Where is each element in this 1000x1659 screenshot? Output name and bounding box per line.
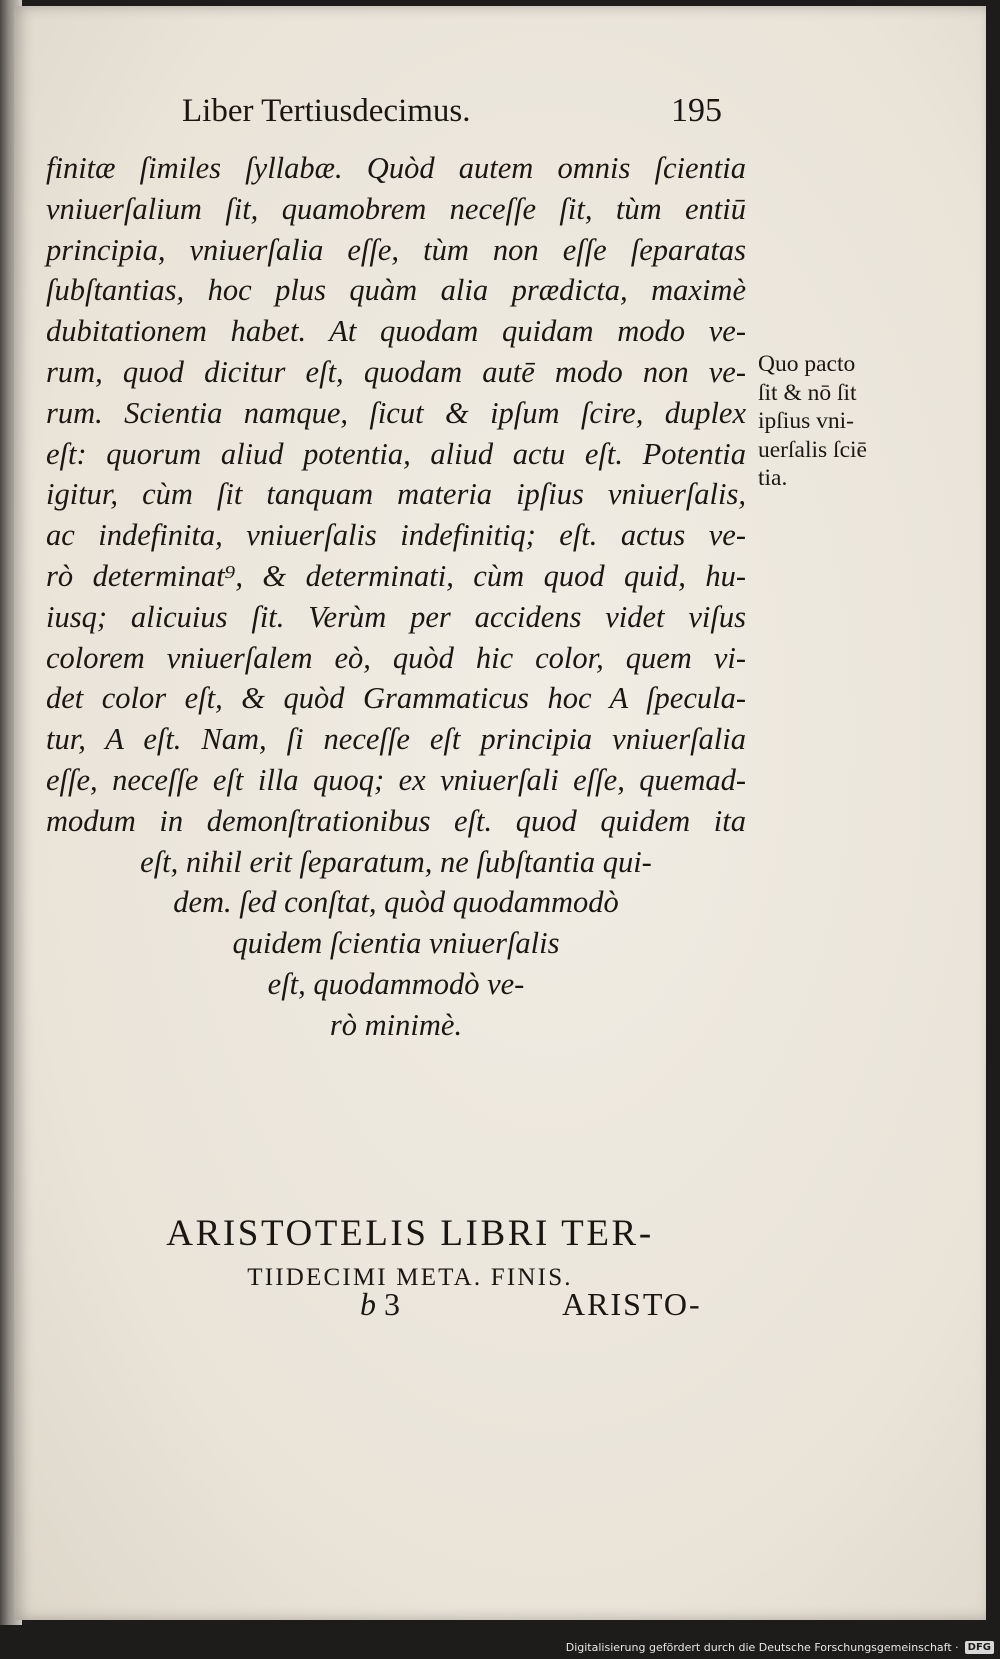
page-number: 195	[671, 92, 722, 129]
running-title: Liber Tertiusdecimus.	[182, 93, 471, 129]
text-line: igitur, cùm ſit tanquam materia ipſius vniuerſalis,	[46, 477, 746, 512]
signature-number: 3	[384, 1286, 400, 1322]
marginal-note-line: ſit & nō ſit	[758, 379, 857, 406]
text-line: eſſe, neceſſe eſt illa quoq; ex vniuerſali eſſe, quemad-	[46, 762, 746, 797]
text-line: iusq; alicuius ſit. Verùm per accidens videt viſus	[46, 599, 746, 634]
dfg-logo: DFG	[965, 1641, 994, 1654]
text-line: eſt: quorum aliud potentia, aliud actu eſt. Potentia	[46, 436, 746, 471]
text-line: quidem ſcientia vniuerſalis	[232, 926, 560, 961]
text-line: ac indefinita, vniuerſalis indefinitiq; eſt. actus ve-	[46, 518, 746, 553]
marginal-note-line: ipſius vni-	[758, 408, 854, 434]
marginal-note-line: Quo pacto	[758, 351, 856, 377]
text-line: colorem vniuerſalem eò, quòd hic color, quem vi-	[46, 640, 746, 675]
running-header	[182, 92, 722, 138]
text-line: modum in demonſtrationibus eſt. quod quidem ita	[46, 803, 746, 838]
text-line: eſt, quodammodò ve-	[267, 966, 525, 1001]
text-line: rò minimè.	[329, 1007, 463, 1042]
colophon-line-1: ARISTOTELIS LIBRI TER-	[166, 1213, 654, 1254]
text-line: principia, vniuerſalia eſſe, tùm non eſſe ſeparatas	[46, 232, 746, 267]
footer-credit: Digitalisierung gefördert durch die Deutsche Forschungsgemeinschaft ·	[565, 1641, 959, 1654]
digitization-footer	[0, 1636, 1000, 1659]
colophon	[60, 1208, 760, 1296]
text-line: det color eſt, & quòd Grammaticus hoc A ſpecula-	[46, 681, 746, 716]
colophon-line-2: TIIDECIMI META. FINIS.	[247, 1264, 573, 1291]
text-line: tur, A eſt. Nam, ſi neceſſe eſt principia vniuerſalia	[46, 722, 746, 757]
signature-mark	[360, 1286, 400, 1323]
marginal-note	[758, 350, 908, 493]
text-line: rum, quod dicitur eſt, quodam autē modo non ve-	[46, 354, 746, 389]
text-line: dem. ſed conſtat, quòd quodammodò	[173, 885, 619, 920]
text-line: dubitationem habet. At quodam quidam modo ve-	[46, 314, 746, 349]
main-text-block	[46, 148, 746, 1046]
text-line: eſt, nihil erit ſeparatum, ne ſubſtantia qui-	[140, 844, 652, 879]
text-line: rum. Scientia namque, ſicut & ipſum ſcire, duplex	[46, 395, 746, 430]
text-line: rò determinat⁹, & determinati, cùm quod quid, hu-	[46, 558, 746, 593]
text-line: finitæ ſimiles ſyllabæ. Quòd autem omnis ſcientia	[46, 151, 746, 185]
catchword: ARISTO-	[562, 1286, 702, 1322]
text-line: vniuerſalium ſit, quamobrem neceſſe ſit, tùm entiū	[46, 191, 746, 226]
signature-letter: b	[360, 1286, 376, 1322]
text-line: ſubſtantias, hoc plus quàm alia prædicta, maximè	[46, 273, 746, 308]
marginal-note-line: tia.	[758, 465, 788, 491]
marginal-note-line: uerſalis ſciē	[758, 436, 867, 463]
